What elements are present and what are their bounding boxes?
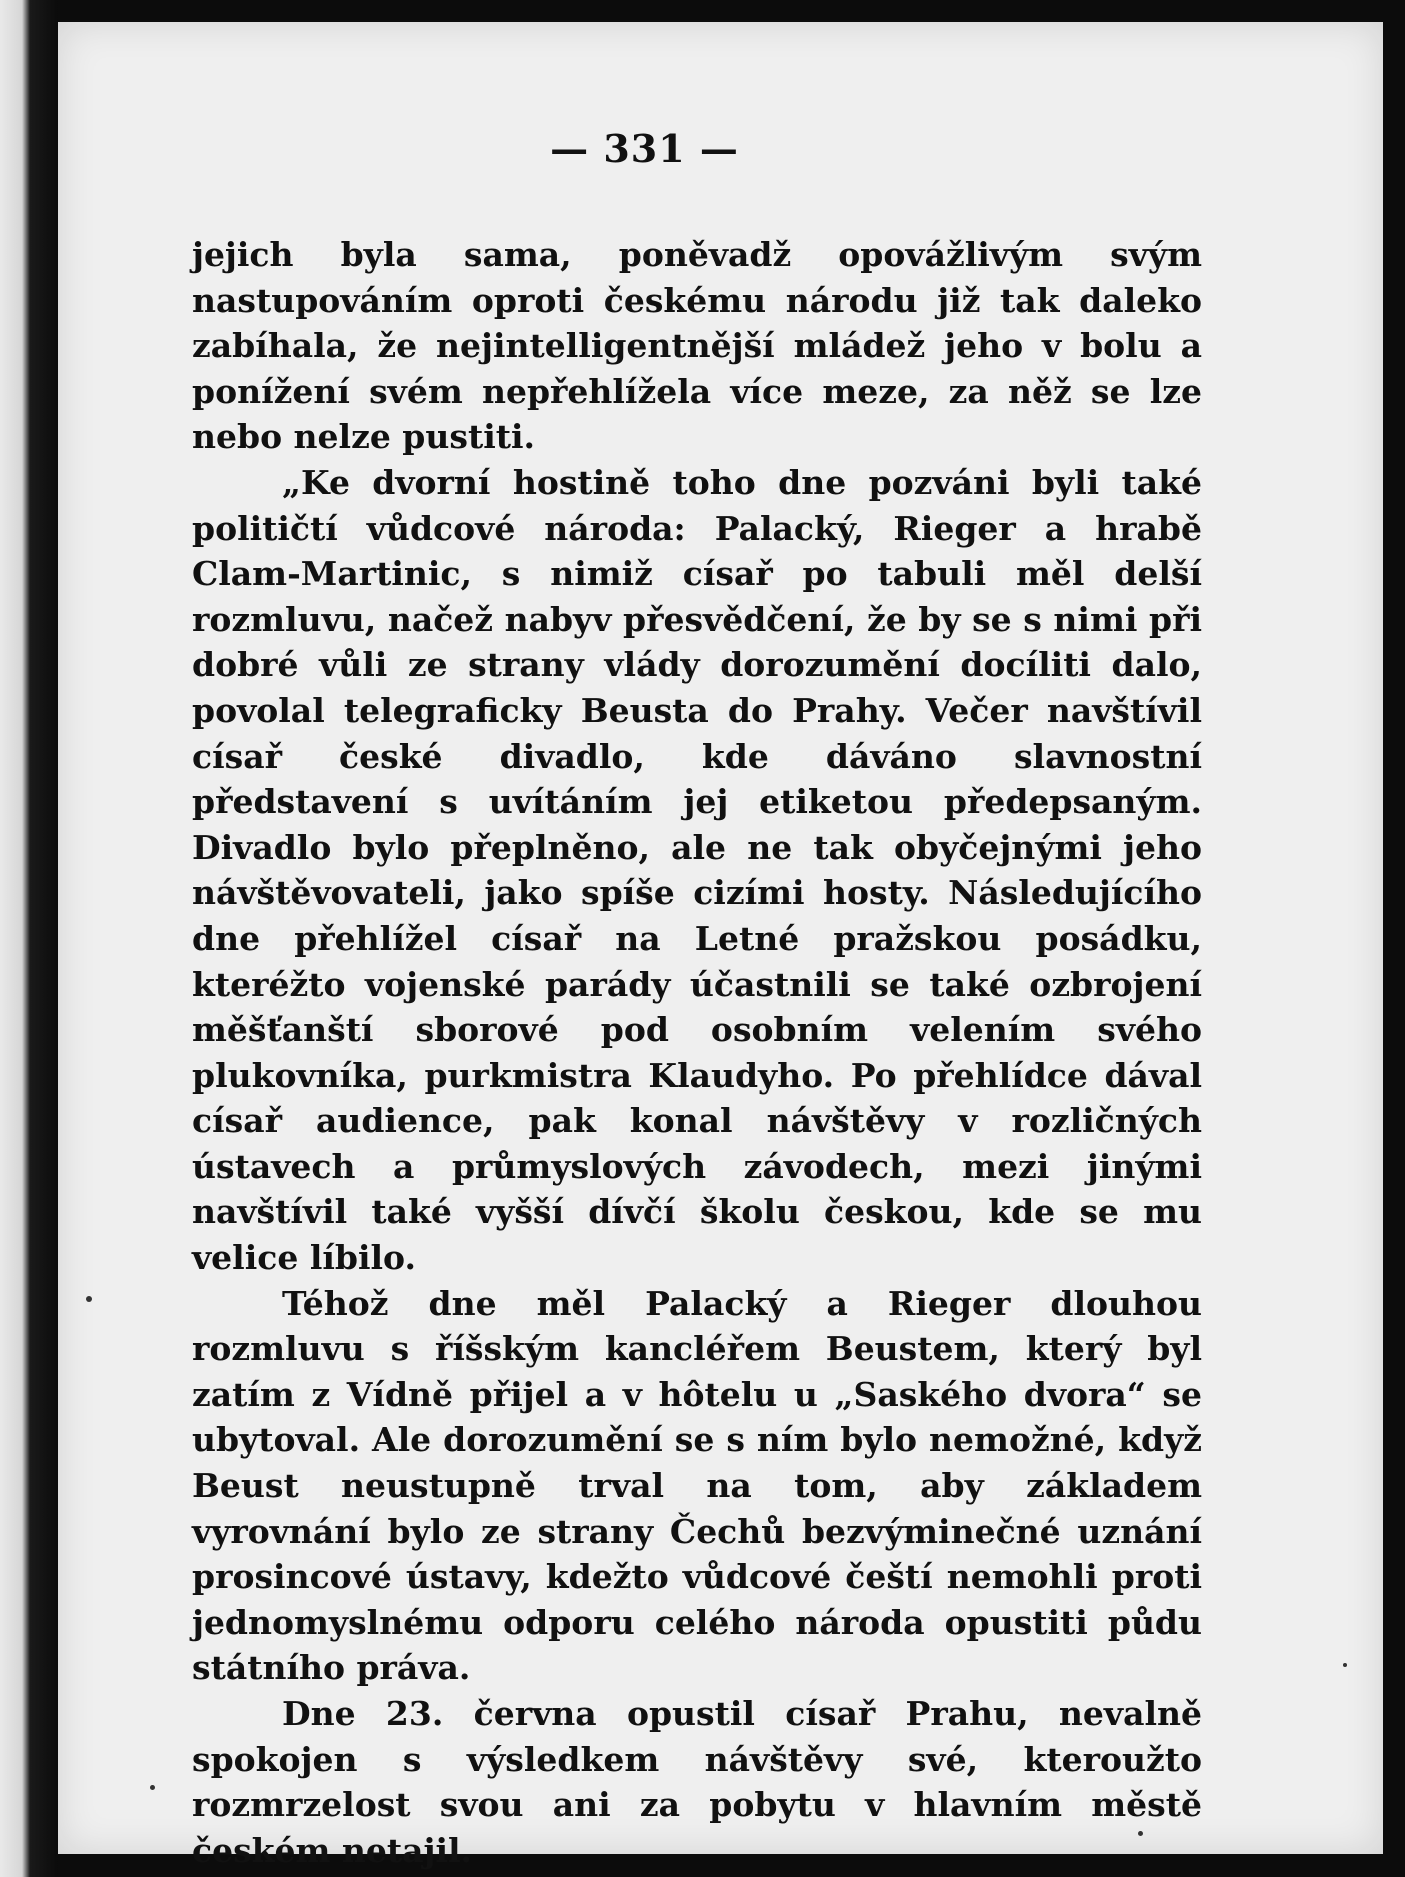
paragraph-court-banquet: „Ke dvorní hostině toho dne pozváni byli také političtí vůdcové národa: Palacký, Rieger a hrabě Clam-Martinic, s nimiž císař po tabuli měl delší rozmluvu, načež nabyv přesvědčení, že by se s nimi při dobré vůli ze strany vlády dorozumění docíliti dalo, povolal telegraficky Beusta do Prahy. Večer navštívil císař české divadlo, kde dáváno slavnostní představení s uvítáním jej etiketou předepsaným. Divadlo bylo přeplněno, ale ne tak obyčejnými jeho návštěvovateli, jako spíše cizími hosty. Následujícího dne přehlížel císař na Letné pražskou posádku, kteréžto vojenské parády účastnili se také ozbrojení měšťanští sborové pod osobním velením svého plukovníka, purkmistra Klaudyho. Po přehlídce dával císař audience, pak konal návštěvy v rozličných ústavech a průmyslových závodech, mezi jinými navštívil také vyšší dívčí školu českou, kde se mu velice líbilo. xyxy=(192,462,1202,1278)
paragraph-beust-meeting: Téhož dne měl Palacký a Rieger dlouhou rozmluvu s říšským kancléřem Beustem, který byl zatím z Vídně přijel a v hôtelu u „Saského dvora“ se ubytoval. Ale dorozumění se s ním bylo nemožné, když Beust neustupně trval na tom, aby základem vyrovnání bylo ze strany Čechů bezvýminečné uznání prosincové ústavy, kdežto vůdcové čeští nemohli proti jednomyslnému odporu celého národa opustiti půdu státního práva. xyxy=(192,1283,1202,1688)
scan-speck xyxy=(1138,1831,1143,1836)
scan-border-left xyxy=(0,0,58,1877)
paragraph-continuation: jejich byla sama, poněvadž opovážlivým svým nastupováním oproti českému národu již tak daleko zabíhala, že nejintelligentnější mládež jeho v bolu a ponížení svém nepřehlížela více meze, za něž se lze nebo nelze pustiti. xyxy=(192,235,1202,457)
body-text xyxy=(192,232,1202,1873)
scan-speck xyxy=(150,1785,155,1790)
scan-speck xyxy=(1343,1663,1347,1667)
scan-speck xyxy=(86,1296,92,1302)
paragraph-departure: Dne 23. června opustil císař Prahu, nevalně spokojen s výsledkem návštěvy své, kteroužto rozmrzelost svou ani za pobytu v hlavním městě českém netajil. xyxy=(192,1694,1202,1870)
page-number: — 331 — xyxy=(550,126,739,171)
